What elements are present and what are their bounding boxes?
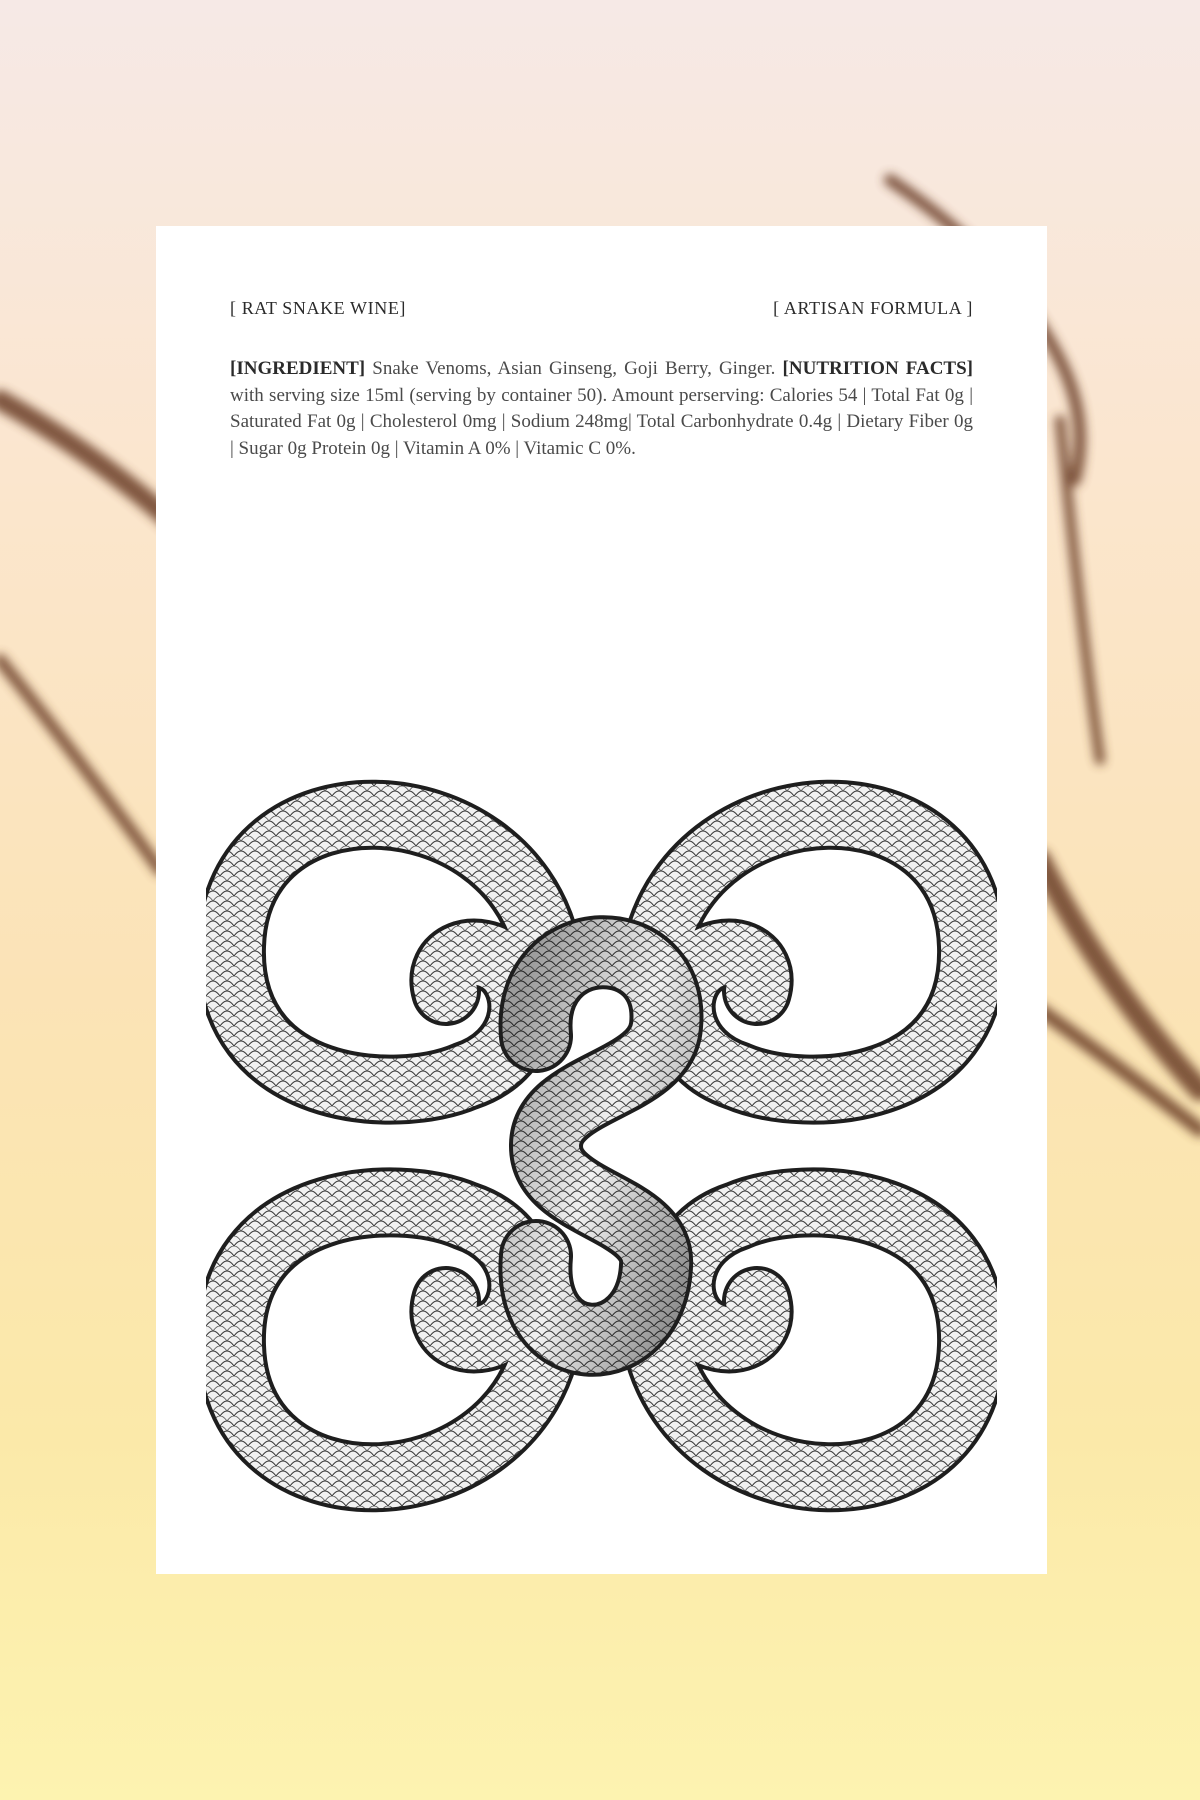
formula-tag: [ ARTISAN FORMULA ] [773,298,973,318]
ingredient-heading: [INGREDIENT] [230,358,366,379]
nutrition-text: with serving size 15ml (serving by container 50). Amount perserving: Calories 54 | Total Fat 0g | Saturated Fat 0g | Cholesterol 0mg | Sodium 248mg| Total Carbonhydrate 0.4g | Dietary Fiber 0g | Sugar 0g Protein 0g | Vitamin A 0% | Vitamic C 0%. [230,384,973,459]
ingredient-text: Snake Venoms, Asian Ginseng, Goji Berry, Ginger. [372,358,776,379]
product-name: [ RAT SNAKE WINE] [230,298,407,318]
nutrition-heading: [NUTRITION FACTS] [782,358,973,379]
wine-label-card [156,226,1047,1574]
coiled-snake-knot-illustration [206,756,997,1536]
label-header [230,298,973,319]
label-description [230,356,973,462]
